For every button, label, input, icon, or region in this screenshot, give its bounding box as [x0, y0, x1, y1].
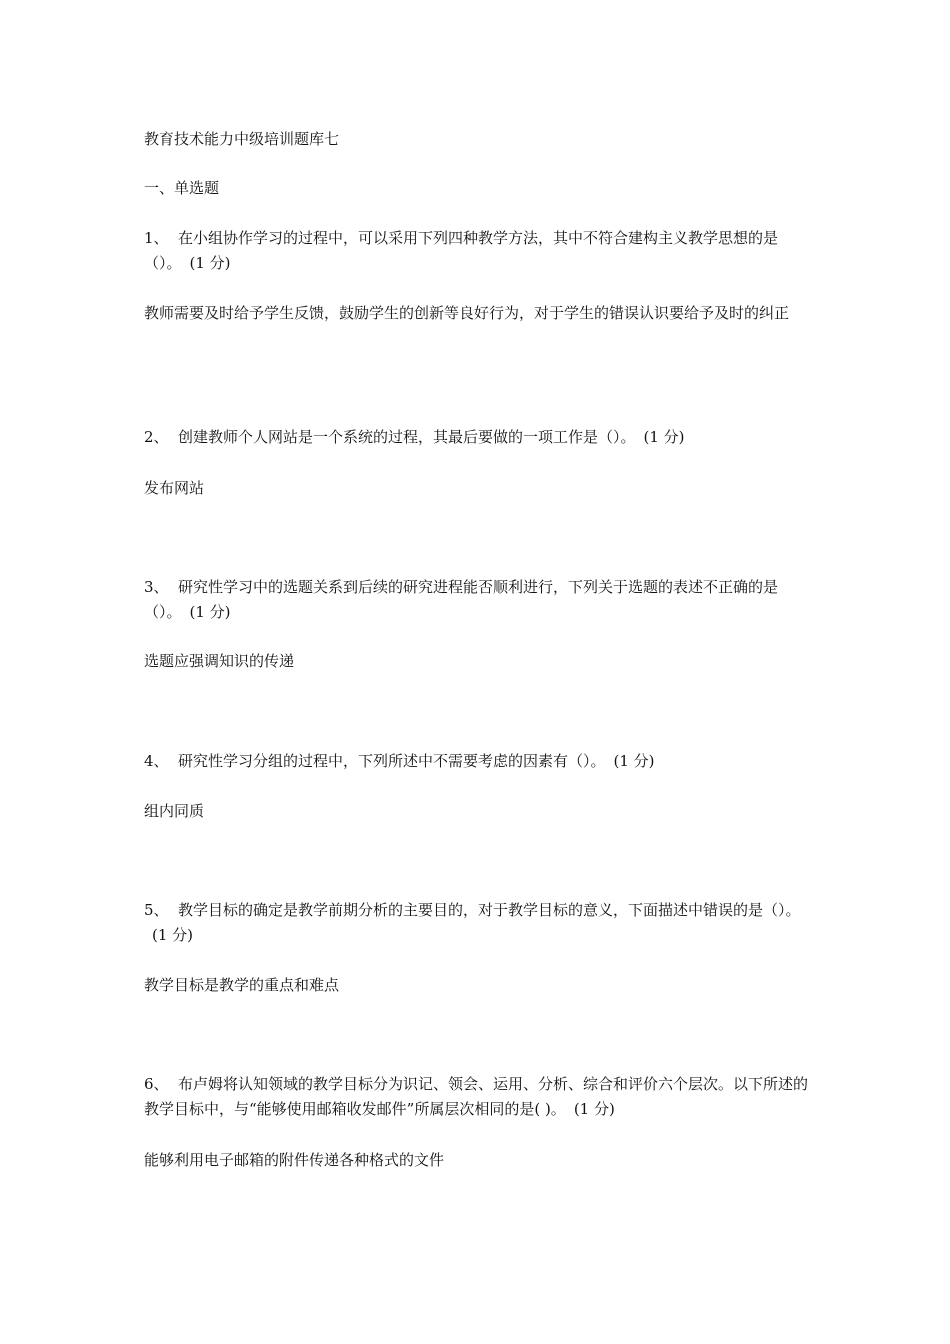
question-number: 4、 [144, 752, 169, 770]
question-points: (1 分) [613, 752, 655, 770]
question-points: (1 分) [643, 428, 685, 446]
question-3 [144, 575, 814, 625]
question-text: 教学目标的确定是教学前期分析的主要目的，对于教学目标的意义，下面描述中错误的是（）。 [178, 901, 801, 919]
question-text: 创建教师个人网站是一个系统的过程，其最后要做的一项工作是（）。 [178, 428, 636, 446]
answer-6: 能够利用电子邮箱的附件传递各种格式的文件 [144, 1151, 445, 1169]
answer-5: 教学目标是教学的重点和难点 [144, 976, 340, 994]
question-text: 布卢姆将认知领域的教学目标分为识记、领会、运用、分析、综合和评价六个层次。以下所述的教学目标中，与“能够使用邮箱收发邮件”所属层次相同的是( )。 [144, 1075, 809, 1118]
question-number: 6、 [144, 1075, 169, 1093]
question-1 [144, 226, 814, 276]
question-number: 5、 [144, 901, 169, 919]
question-number: 3、 [144, 578, 169, 596]
question-number: 1、 [144, 229, 169, 247]
question-5 [144, 898, 814, 948]
question-text: 在小组协作学习的过程中，可以采用下列四种教学方法，其中不符合建构主义教学思想的是（）。 [144, 229, 779, 272]
question-6 [144, 1072, 814, 1122]
section-heading: 一、单选题 [144, 179, 220, 197]
answer-2: 发布网站 [144, 479, 205, 497]
question-number: 2、 [144, 428, 169, 446]
question-2 [144, 425, 814, 450]
answer-3: 选题应强调知识的传递 [144, 652, 295, 670]
question-4 [144, 749, 814, 774]
question-text: 研究性学习分组的过程中，下列所述中不需要考虑的因素有（）。 [178, 752, 606, 770]
document-title: 教育技术能力中级培训题库七 [144, 130, 340, 148]
question-points: (1 分) [189, 254, 231, 272]
question-text: 研究性学习中的选题关系到后续的研究进程能否顺利进行，下列关于选题的表述不正确的是（）。 [144, 578, 779, 621]
answer-1: 教师需要及时给予学生反馈，鼓励学生的创新等良好行为，对于学生的错误认识要给予及时的纠正 [144, 304, 790, 322]
question-points: (1 分) [573, 1100, 615, 1118]
answer-4: 组内同质 [144, 802, 205, 820]
question-points: (1 分) [189, 603, 231, 621]
question-points: (1 分) [152, 926, 194, 944]
